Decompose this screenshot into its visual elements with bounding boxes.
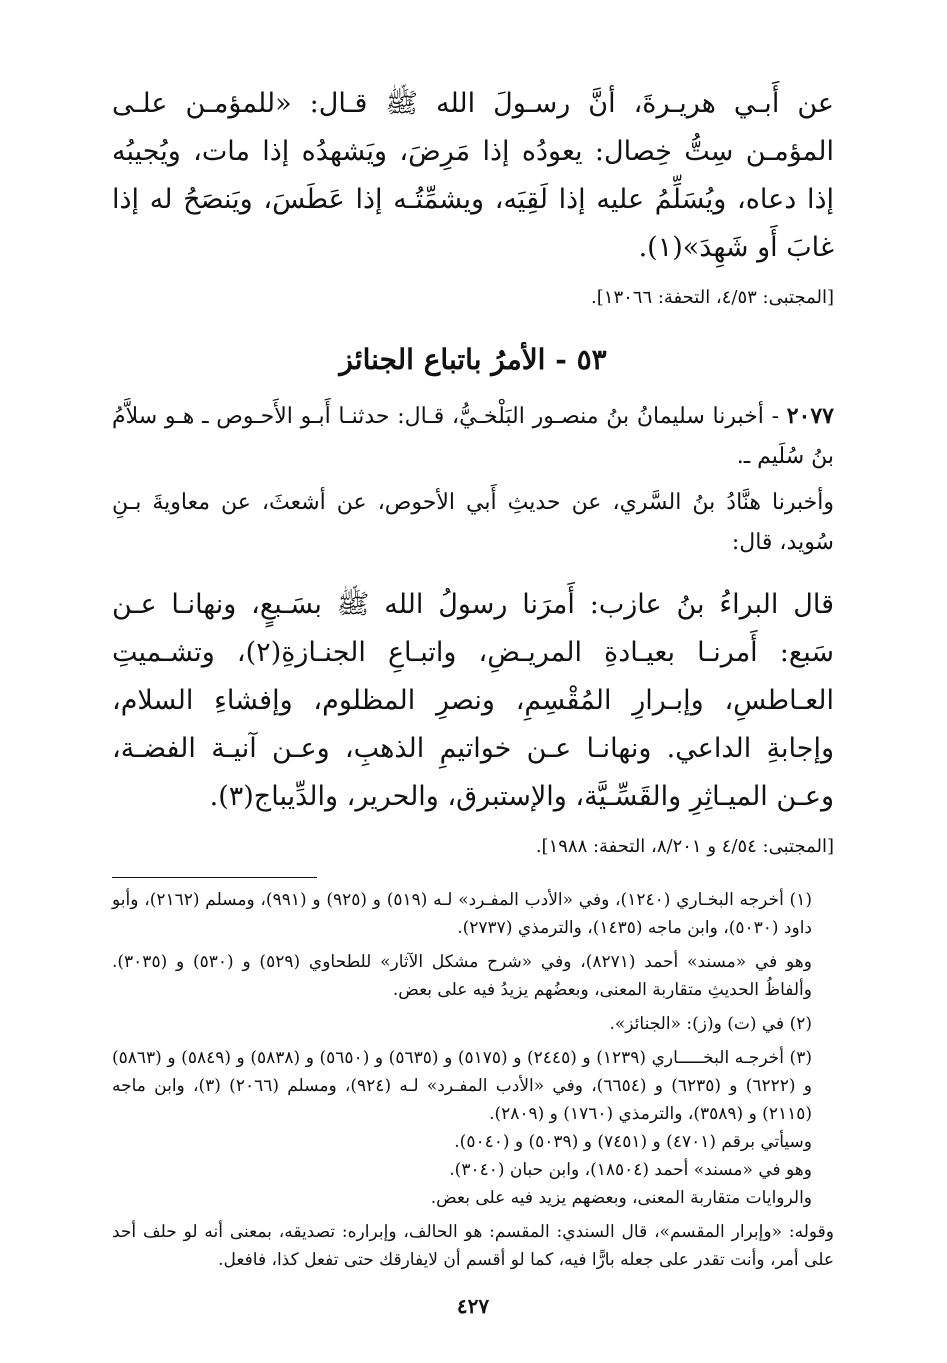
footnote-item: وقوله: «وإبرار المقسم»، قال السندي: المقسم: هو الحالف، وإبراره: تصديقه، بمعنى أنه لو حلف أحد على أمر، وأنت تقدر على جعله بارًّا فيه، كما لو أقسم أن لايفارقك حتى تفعل كذا، فافعل.	[112, 1222, 834, 1270]
hadith-number: ٢٠٧٧	[786, 403, 834, 429]
book-page	[112, 80, 834, 1318]
page-number: ٤٢٧	[456, 1294, 490, 1318]
footnote-separator-wrap	[112, 877, 834, 878]
hadith-text-top: عن أَبـي هريـرةَ، أنَّ رسـولَ الله ﷺ قـال: «للمؤمـن علـى المؤمـن سِتُّ خِصال: يعودُه إذا مَرِضَ، ويَشهدُه إذا مات، ويُجيبُه إذا دعاه، ويُسَلِّمُ عليه إذا لَقِيَه، ويشمِّتُـه إذا عَطَسَ، ويَنصَحُ له إذا غابَ أَو شَهِدَ»(١).	[112, 88, 834, 263]
footnote-item: (١) أخرجه البخـاري (١٢٤٠)، وفي «الأدب المفـرد» لـه (٥١٩) و (٩٢٥) و (٩٩١)، ومسلم (٢١٦٢)، وأبو داود (٥٠٣٠)، وابن ماجه (١٤٣٥)، والترمذي (٢٧٣٧).	[112, 890, 812, 938]
hadith-chain-1-text: - أخبرنا سليمانُ بنُ منصـور البَلْخـيُّ، قـال: حدثنـا أَبـو الأَحـوص ـ هـو سلاَّمُ بنُ سُلَيم ـ.	[112, 404, 834, 469]
section-heading: ٥٣ - الأمرُ باتباع الجنائز	[339, 343, 607, 376]
footnote-item: وهو في «مسند» أحمد (٨٢٧١)، وفي «شرح مشكل الآثار» للطحاوي (٥٢٩) و (٥٣٠) و (٣٠٣٥). وألفاظُ الحديثِ متقاربة المعنى، وبعضُهم يزيدُ فيه على بعض.	[112, 952, 812, 1000]
hadith-chain-2: وأخبرنا هنَّادُ بنُ السَّري، عن حديثِ أَبي الأحوص، عن أشعثَ، عن معاويةَ بـنِ سُويد، قال:	[112, 490, 834, 555]
source-reference-2077: [المجتبى: ٤/٥٤ و ٨/٢٠١، التحفة: ١٩٨٨].	[535, 836, 834, 857]
hadith-chain-1	[112, 396, 834, 477]
footnote-item: (٢) في (ت) و(ز): «الجنائز».	[609, 1014, 812, 1034]
hadith-matn: قال البراءُ بنُ عازب: أَمرَنا رسولُ الله ﷺ بسَـبعٍ، ونهانـا عـن سَبع: أَمرنـا بعيـادةِ المريـضِ، واتبـاعِ الجنـازةِ(٢)، وتشـميتِ العـاطسِ، وإبـرارِ المُقْسِمِ، ونصرِ المظلوم، وإفشاءِ السلام، وإجابةِ الداعي. ونهانـا عـن خواتيمِ الذهبِ، وعـن آنيـة الفضـة، وعـن الميـاثِرِ والقَسِّـيَّة، والإستبرق، والحرير، والدِّيباج(٣).	[112, 589, 834, 812]
source-reference-top: [المجتبى: ٤/٥٣، التحفة: ١٣٠٦٦].	[591, 287, 834, 308]
footnotes	[112, 886, 834, 1274]
footnote-item: وسيأتي برقم (٤٧٠١) و (٧٤٥١) و (٥٠٣٩) و (٥٠٤٠).	[454, 1132, 812, 1152]
footnote-item: والروايات متقاربة المعنى، وبعضهم يزيد فيه على بعض.	[430, 1188, 812, 1208]
footnote-separator	[112, 877, 317, 878]
footnote-item: (٣) أخرجـه البخـــــاري (١٢٣٩) و (٢٤٤٥) و (٥١٧٥) و (٥٦٣٥) و (٥٦٥٠) و (٥٨٣٨) و (٥٨٤٩) و (٥٨٦٣) و (٦٢٢٢) و (٦٢٣٥) و (٦٦٥٤)، وفي «الأدب المفـرد» لـه (٩٢٤)، ومسلم (٢٠٦٦) (٣)، وابن ماجه (٢١١٥) و (٣٥٨٩)، والترمذي (١٧٦٠) و (٢٨٠٩).	[112, 1048, 812, 1124]
footnote-item: وهو في «مسند» أحمد (١٨٥٠٤)، وابن حبان (٣٠٤٠).	[449, 1160, 812, 1180]
